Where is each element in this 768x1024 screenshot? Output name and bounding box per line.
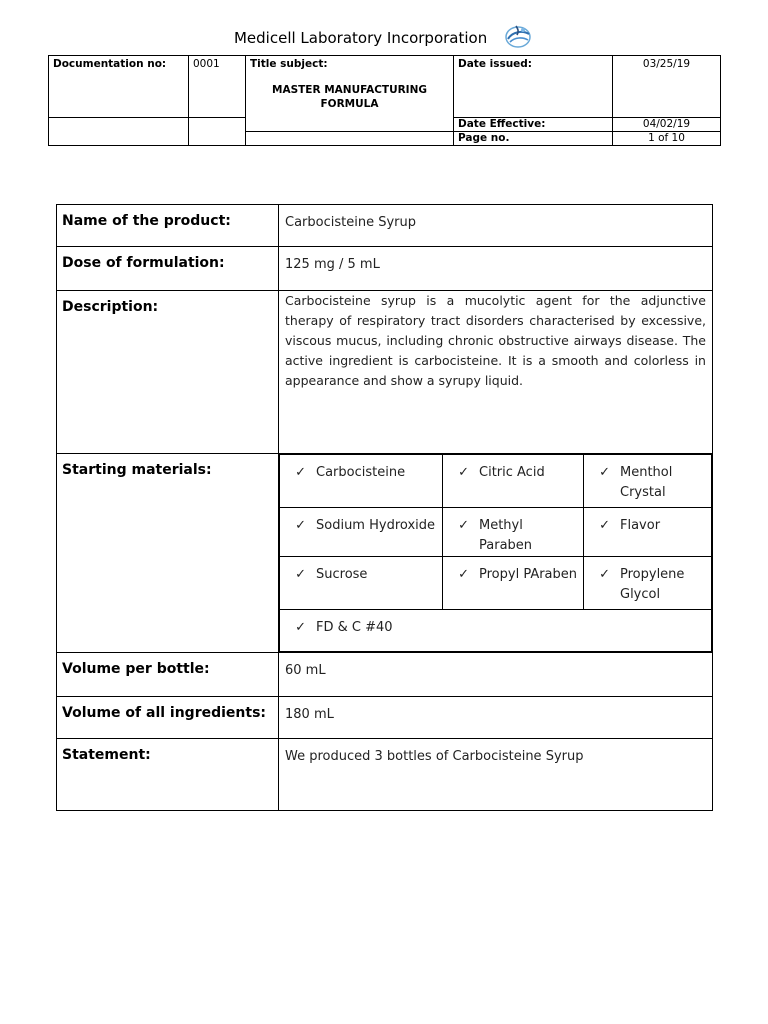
check-icon: ✓: [458, 567, 469, 582]
title-line-1: MASTER MANUFACTURING: [272, 84, 427, 96]
material-item: [280, 455, 443, 508]
date-issued-label: Date issued:: [454, 56, 613, 118]
material-item: [584, 455, 712, 508]
material-label: Flavor: [620, 518, 661, 533]
statement-value: We produced 3 bottles of Carbocisteine Syrup: [279, 739, 713, 811]
table-row: [57, 205, 713, 247]
material-item: [584, 508, 712, 557]
table-row: [57, 291, 713, 454]
page-no-label: Page no.: [454, 132, 613, 146]
check-icon: ✓: [599, 567, 610, 582]
check-icon: ✓: [599, 465, 610, 480]
material-item: [443, 455, 584, 508]
material-label: FD & C #40: [316, 620, 393, 635]
check-icon: ✓: [458, 518, 469, 533]
materials-grid: [279, 454, 712, 652]
material-item: [280, 508, 443, 557]
material-label: Citric Acid: [479, 465, 545, 480]
page-no-value: 1 of 10: [613, 132, 721, 146]
table-row: [57, 454, 713, 653]
material-label: Methyl Paraben: [479, 518, 533, 553]
check-icon: ✓: [295, 465, 306, 480]
check-icon: ✓: [599, 518, 610, 533]
doc-no-value: 0001: [189, 56, 246, 118]
volume-per-bottle-label: Volume per bottle:: [57, 653, 279, 697]
company-name: Medicell Laboratory Incorporation: [233, 29, 488, 47]
date-effective-label: Date Effective:: [454, 118, 613, 132]
table-row: [57, 739, 713, 811]
formula-table: [56, 204, 713, 811]
table-row: [57, 653, 713, 697]
material-item: [443, 508, 584, 557]
title-line-2: FORMULA: [320, 97, 379, 110]
title-subject-cell: [246, 56, 454, 132]
volume-per-bottle-value: 60 mL: [279, 653, 713, 697]
material-label: Menthol Crystal: [620, 465, 673, 500]
material-item: [280, 557, 443, 610]
check-icon: ✓: [295, 567, 306, 582]
doc-no-blank-cell: [49, 118, 189, 146]
product-name-value: Carbocisteine Syrup: [279, 205, 713, 247]
material-item: [280, 610, 712, 652]
volume-all-label: Volume of all ingredients:: [57, 697, 279, 739]
title-subject-label: Title subject:: [250, 58, 328, 70]
material-label: Propyl PAraben: [479, 567, 578, 582]
swirl-logo-icon: [502, 22, 534, 54]
dose-value: 125 mg / 5 mL: [279, 247, 713, 291]
material-label: Sucrose: [316, 567, 368, 582]
material-label: Carbocisteine: [316, 465, 406, 480]
starting-materials-label: Starting materials:: [57, 454, 279, 653]
statement-label: Statement:: [57, 739, 279, 811]
volume-all-value: 180 mL: [279, 697, 713, 739]
table-row: [57, 697, 713, 739]
starting-materials-cell: [279, 454, 713, 653]
table-row: [57, 247, 713, 291]
description-label: Description:: [57, 291, 279, 454]
material-item: [443, 557, 584, 610]
check-icon: ✓: [295, 518, 306, 533]
document-info-table: [48, 55, 721, 146]
title-subject-bottom-cell: [246, 132, 454, 146]
title-subject-value: [250, 84, 449, 111]
check-icon: ✓: [295, 620, 306, 635]
product-name-label: Name of the product:: [57, 205, 279, 247]
date-issued-value: 03/25/19: [613, 56, 721, 118]
description-value: Carbocisteine syrup is a mucolytic agent for the adjunctive therapy of respiratory tract disorders characterised by excessive, viscous mucus, including chronic obstructive airways disease. The active ingredient is carbocisteine. It is a smooth and colorless in appearance and show a syrupy liquid.: [279, 291, 713, 454]
check-icon: ✓: [458, 465, 469, 480]
doc-no-label: Documentation no:: [49, 56, 189, 118]
document-header: [0, 22, 768, 54]
material-label: Propylene Glycol: [620, 567, 685, 602]
doc-no-value-blank-cell: [189, 118, 246, 146]
material-item: [584, 557, 712, 610]
material-label: Sodium Hydroxide: [316, 518, 435, 533]
date-effective-value: 04/02/19: [613, 118, 721, 132]
dose-label: Dose of formulation:: [57, 247, 279, 291]
